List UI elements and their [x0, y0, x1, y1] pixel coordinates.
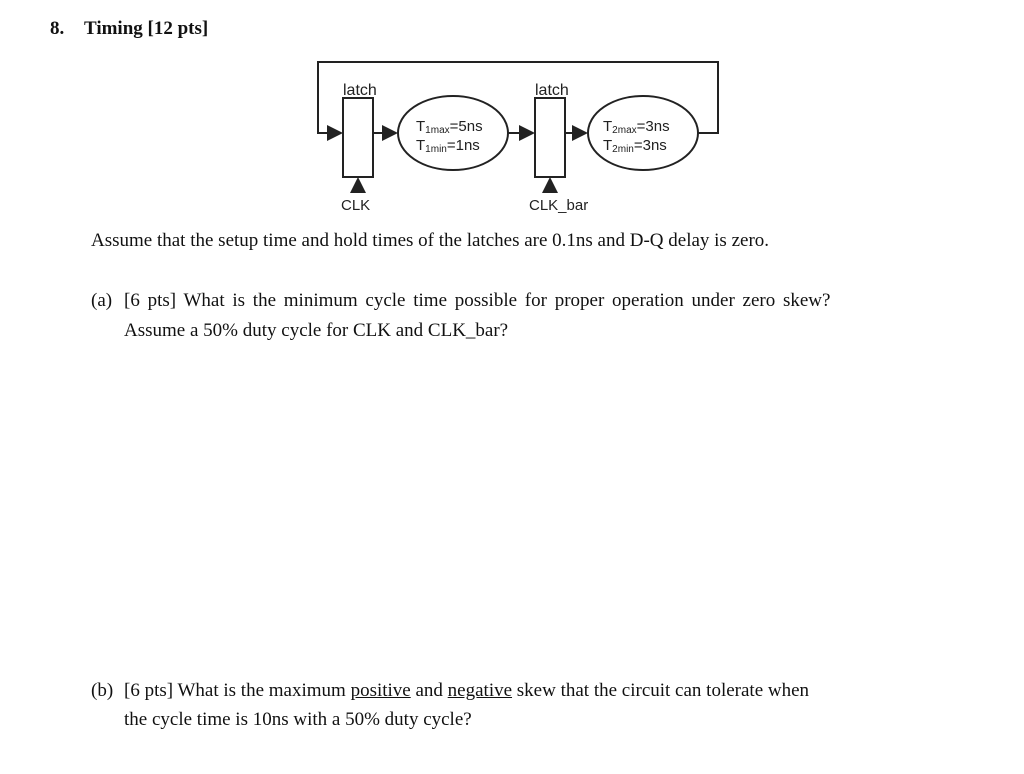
- positive-emphasis: positive: [350, 680, 411, 701]
- part-b-question-cont: the cycle time is 10ns with a 50% duty cycle?: [124, 709, 472, 730]
- latch-1-label: latch: [343, 82, 377, 99]
- t2max-label: T2max=3ns: [603, 118, 670, 136]
- negative-emphasis: negative: [447, 680, 513, 701]
- question-number: 8.: [50, 18, 65, 39]
- latch-2: [535, 98, 565, 177]
- t1max-label: T1max=5ns: [416, 118, 483, 136]
- clk-label: CLK: [341, 197, 371, 214]
- part-b-question: [124, 680, 809, 702]
- part-b-text: [6 pts] What is the maximum: [124, 680, 351, 701]
- part-b-text: and: [410, 680, 448, 701]
- t1min-label: T1min=1ns: [416, 137, 480, 155]
- part-b-label: (b): [91, 680, 114, 701]
- t2min-label: T2min=3ns: [603, 137, 667, 155]
- assumption-text: Assume that the setup time and hold times of the latches are 0.1ns and D-Q delay is zero.: [91, 230, 770, 251]
- part-a-label: (a): [91, 290, 113, 311]
- part-a-question-cont: Assume a 50% duty cycle for CLK and CLK_bar?: [124, 320, 509, 341]
- part-b-text: skew that the circuit can tolerate when: [512, 680, 810, 701]
- latch-1: [343, 98, 373, 177]
- latch-2-label: latch: [535, 82, 569, 99]
- part-a-question: [6 pts] What is the minimum cycle time possible for proper operation under zero skew?: [124, 290, 831, 311]
- clk-bar-label: CLK_bar: [529, 197, 589, 214]
- question-title: Timing [12 pts]: [84, 18, 209, 39]
